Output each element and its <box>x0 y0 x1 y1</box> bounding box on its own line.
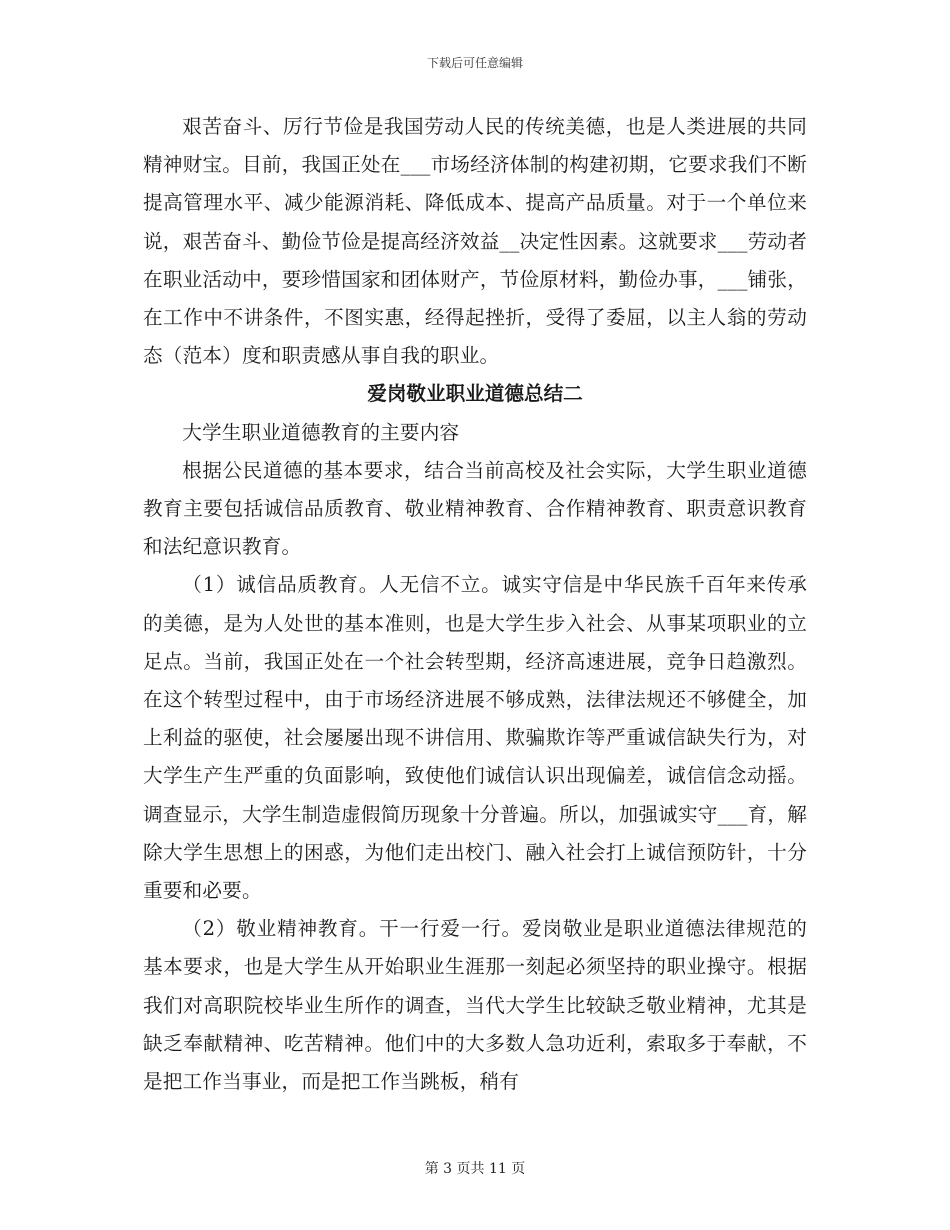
section-subtitle: 大学生职业道德教育的主要内容 <box>182 420 460 444</box>
section-title: 爱岗敬业职业道德总结二 <box>367 382 583 406</box>
paragraph-integrity: （1）诚信品质教育。人无信不立。诚实守信是中华民族千百年来传承的美德，是为人处世的基本准则，也是大学生步入社会、从事某项职业的立足点。当前，我国正处在一个社会转型期，经济高速进展，竞争日趋激烈。在这个转型过程中，由于市场经济进展不够成熟，法律法规还不够健全，加上利益的驱使，社会屡屡出现不讲信用、欺骗欺诈等严重诚信缺失行为，对大学生产生严重的负面影响，致使他们诚信认识出现偏差，诚信信念动摇。调查显示，大学生制造虚假简历现象十分普遍。所以，加强诚实守___育，解除大学生思想上的困惑，为他们走出校门、融入社会打上诚信预防针，十分重要和必要。 <box>143 573 807 903</box>
paragraph-dedication: （2）敬业精神教育。干一行爱一行。爱岗敬业是职业道德法律规范的基本要求，也是大学生从开始职业生涯那一刻起必须坚持的职业操守。根据我们对高职院校毕业生所作的调查，当代大学生比较缺乏敬业精神，尤其是缺乏奉献精神、吃苦精神。他们中的大多数人急功近利，索取多于奉献，不是把工作当事业，而是把工作当跳板，稍有 <box>143 917 807 1094</box>
document-body <box>143 108 807 1101</box>
page-header: 下载后可任意编辑 <box>426 56 523 70</box>
paragraph-thrift: 艰苦奋斗、厉行节俭是我国劳动人民的传统美德，也是人类进展的共同精神财宝。目前，我国正处在___市场经济体制的构建初期，它要求我们不断提高管理水平、减少能源消耗、降低成本、提高产品质量。对于一个单位来说，艰苦奋斗、勤俭节俭是提高经济效益__决定性因素。这就要求___劳动者在职业活动中，要珍惜国家和团体财产，节俭原材料，勤俭办事，___铺张，在工作中不讲条件，不图实惠，经得起挫折，受得了委屈，以主人翁的劳动态（范本）度和职责感从事自我的职业。 <box>143 115 807 368</box>
page-footer: 第 3 页共 11 页 <box>424 1161 526 1177</box>
paragraph-overview: 根据公民道德的基本要求，结合当前高校及社会实际，大学生职业道德教育主要包括诚信品质教育、敬业精神教育、合作精神教育、职责意识教育和法纪意识教育。 <box>143 458 807 559</box>
